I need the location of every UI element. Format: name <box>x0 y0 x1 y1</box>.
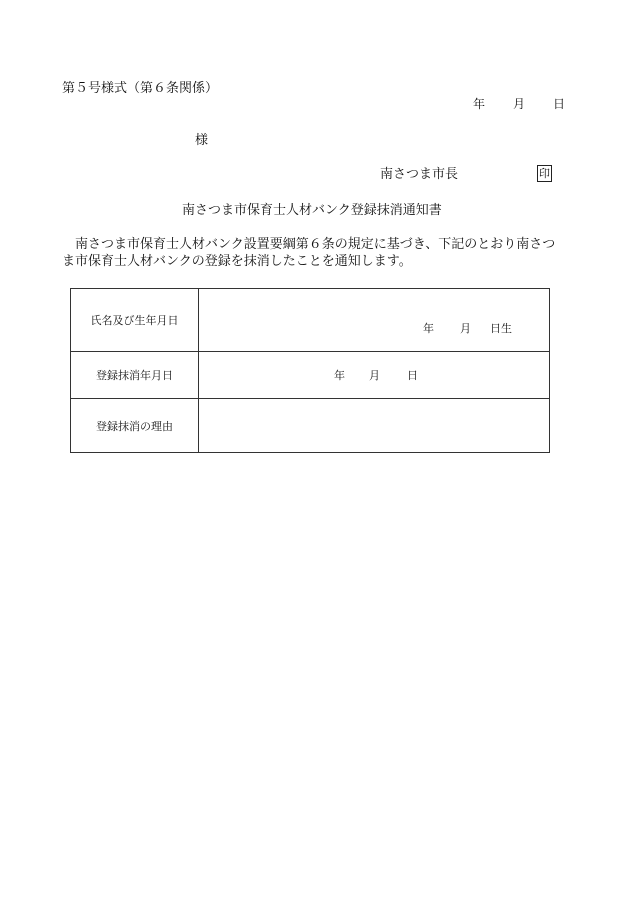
issue-date-month-label: 月 <box>513 97 526 111</box>
column-divider <box>198 289 199 351</box>
table-row-label: 氏名及び生年月日 <box>90 314 179 327</box>
notice-body: 南さつま市保育士人材バンク設置要綱第６条の規定に基づき、下記のとおり南さつま市保育士人材バンクの登録を抹消したことを通知します。 <box>62 237 556 269</box>
addressee-honorific: 様 <box>195 133 209 148</box>
deregistration-day-label: 日 <box>407 369 418 382</box>
document-title: 南さつま市保育士人材バンク登録抹消通知書 <box>182 203 442 218</box>
issue-date-year-label: 年 <box>473 97 486 111</box>
birthdate-day-label: 日生 <box>490 322 512 335</box>
birthdate-year-label: 年 <box>423 322 434 335</box>
birthdate-month-label: 月 <box>460 322 471 335</box>
table-row-label: 登録抹消の理由 <box>96 420 173 433</box>
details-table <box>70 288 550 453</box>
deregistration-year-label: 年 <box>334 369 345 382</box>
column-divider <box>198 352 199 398</box>
table-row-label: 登録抹消年月日 <box>96 369 173 382</box>
issuer-name: 南さつま市長 <box>380 167 459 182</box>
column-divider <box>198 399 199 452</box>
form-number: 第５号様式（第６条関係） <box>62 81 219 96</box>
seal-mark: 印 <box>539 167 550 180</box>
deregistration-month-label: 月 <box>369 369 380 382</box>
table-row-name-birthdate <box>71 289 549 352</box>
table-row-deregistration-reason <box>71 399 549 452</box>
issue-date-day-label: 日 <box>553 97 566 111</box>
table-row-deregistration-date <box>71 352 549 399</box>
